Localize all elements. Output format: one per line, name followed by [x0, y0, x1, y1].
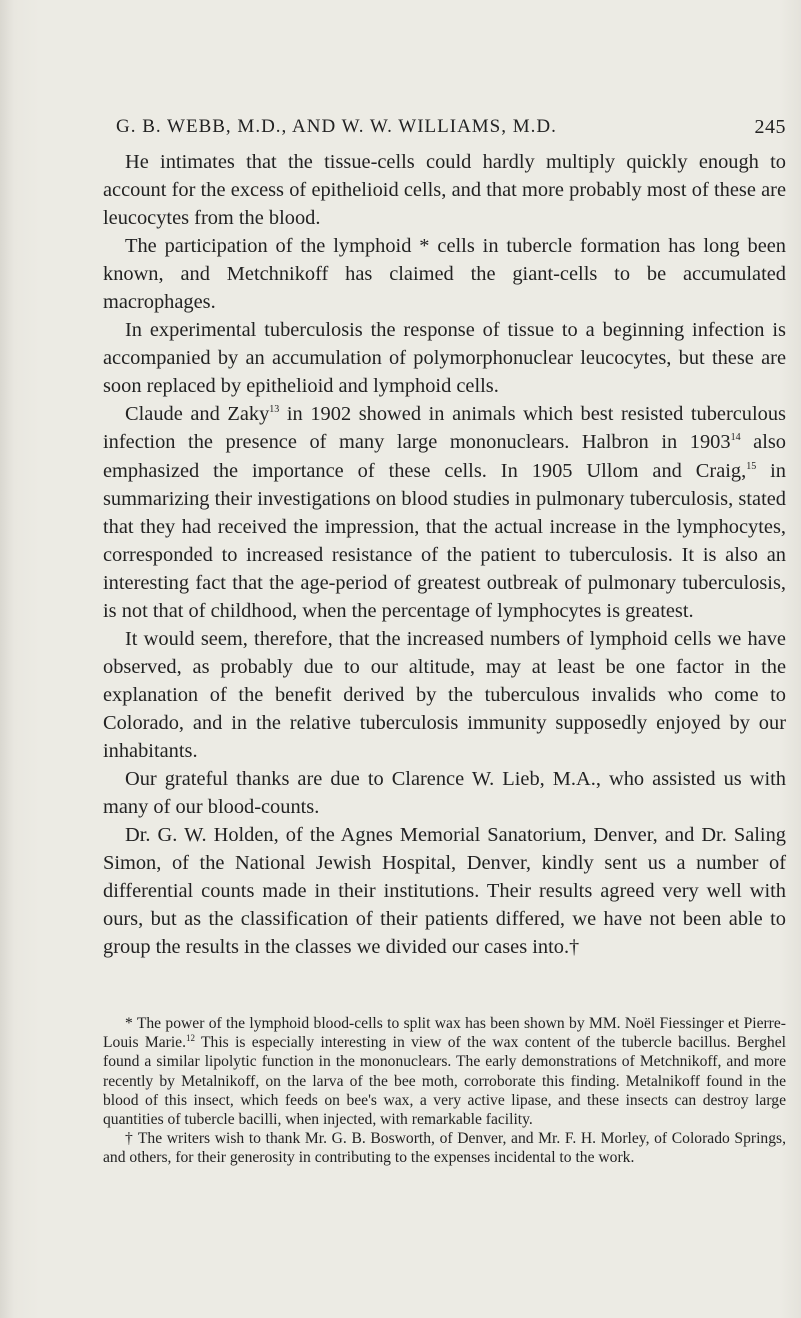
reference-13: 13	[269, 404, 280, 416]
paragraph-4-text-3: also emphasized the importance of these cells. In 1905 Ullom and Craig,	[103, 431, 786, 482]
reference-12: 12	[185, 1033, 195, 1044]
footnote-asterisk	[103, 1014, 786, 1129]
paragraph-6: Our grateful thanks are due to Clarence W. Lieb, M.A., who assisted us with many of our blood-counts.	[103, 768, 786, 819]
paragraph-2: The participation of the lymphoid * cells in tubercle formation has long been known, and Metchnikoff has claimed the giant-cells to be accumulated macrophages.	[103, 235, 786, 314]
paragraph-7: Dr. G. W. Holden, of the Agnes Memorial Sanatorium, Denver, and Dr. Saling Simon, of the National Jewish Hospital, Denver, kindly sent us a number of differential counts made in their institutions. Their results agreed very well with ours, but as the classification of their patients differed, we have not been able to group the results in the classes we divided our cases into.†	[103, 824, 786, 959]
page-number: 245	[754, 116, 786, 138]
paragraph-3: In experimental tuberculosis the response of tissue to a beginning infection is accompanied by an accumulation of polymorphonuclear leucocytes, but these are soon replaced by epithelioid and lymphoid cells.	[103, 319, 786, 398]
paragraph-4-text-1: Claude and Zaky	[125, 403, 270, 426]
page-header	[116, 116, 786, 146]
paragraph-1: He intimates that the tissue-cells could hardly multiply quickly enough to account for the excess of epithelioid cells, and that more probably most of these are leucocytes from the blood.	[103, 151, 786, 230]
footnote-asterisk-text-2: This is especially interesting in view of the wax content of the tubercle bacillus. Berghel found a similar lipolytic function in the mononuclears. The early demonstrations of Metchnikoff, and more recently by Metalnikoff, on the larva of the bee moth, corroborate this finding. Metalnikoff found in the blood of this insect, which feeds on bee's wax, a very active lipase, and these insects can destroy large quantities of tubercle bacilli, when injected, with remarkable facility.	[103, 1034, 786, 1129]
footnotes	[103, 1014, 786, 1168]
paragraph-4-text-2: in 1902 showed in animals which best resisted tuberculous infection the presence of many large mononuclears. Halbron in 1903	[103, 403, 786, 454]
footnote-dagger: † The writers wish to thank Mr. G. B. Bosworth, of Denver, and Mr. F. H. Morley, of Colorado Springs, and others, for their generosity in contributing to the expenses incidental to the work.	[103, 1130, 786, 1167]
paragraph-4	[103, 400, 786, 624]
footnote-asterisk-text-1: * The power of the lymphoid blood-cells to split wax has been shown by MM. Noël Fiessinger et Pierre-Louis Marie.	[103, 1015, 786, 1052]
body-text	[103, 148, 786, 961]
reference-14: 14	[730, 432, 741, 444]
reference-15: 15	[746, 460, 757, 472]
paragraph-4-text-4: in summarizing their investigations on blood studies in pulmonary tuberculosis, stated that they had received the impression, that the actual increase in the lymphocytes, corresponded to increased resistance of the patient to tuberculosis. It is also an interesting fact that the age-period of greatest outbreak of pulmonary tuberculosis, is not that of childhood, when the percentage of lymphocytes is greatest.	[103, 459, 786, 622]
paragraph-5: It would seem, therefore, that the increased numbers of lymphoid cells we have observed, as probably due to our altitude, may at least be one factor in the explanation of the benefit derived by the tuberculous invalids who come to Colorado, and in the relative tuberculosis immunity supposedly enjoyed by our inhabitants.	[103, 627, 786, 762]
running-head: G. B. WEBB, M.D., AND W. W. WILLIAMS, M.D.	[116, 116, 557, 137]
